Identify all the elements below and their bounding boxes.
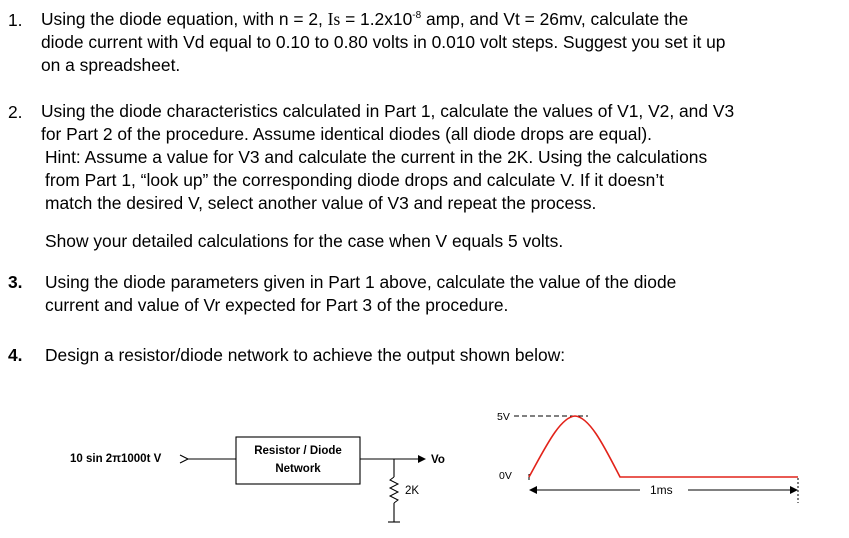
q2-number: 2.	[8, 102, 23, 122]
input-label: 10 sin 2π1000t V	[70, 453, 162, 465]
q2-hint1: Hint: Assume a value for V3 and calculate the current in the 2K. Using the calculations	[45, 147, 708, 167]
q1-number: 1.	[8, 10, 23, 30]
period-arrow-left-icon	[529, 486, 537, 494]
q2-line1: Using the diode characteristics calculated in Part 1, calculate the values of V1, V2, and V3	[41, 101, 735, 121]
q2-hint3: match the desired V, select another value of V3 and repeat the process.	[45, 193, 597, 213]
output-waveform	[529, 416, 798, 477]
output-arrow-icon	[418, 455, 426, 463]
box-label-line2: Network	[275, 463, 321, 475]
resistor-label: 2K	[405, 485, 420, 497]
q2-hint2: from Part 1, “look up” the corresponding diode drops and calculate V. If it doesn’t	[45, 170, 665, 190]
q3-line2: current and value of Vr expected for Part 3 of the procedure.	[45, 295, 509, 315]
q3-number: 3.	[8, 272, 23, 292]
period-label: 1ms	[650, 483, 673, 497]
q2-line2: for Part 2 of the procedure. Assume identical diodes (all diode drops are equal).	[41, 124, 652, 144]
q4-number: 4.	[8, 345, 23, 365]
period-arrow-right-icon	[790, 486, 798, 494]
resistor-zigzag	[390, 477, 398, 503]
q3-line1: Using the diode parameters given in Part 1 above, calculate the value of the diode	[45, 272, 677, 292]
q1-line1: Using the diode equation, with n = 2, $Is = 1.2x10^{-8}$ amp, and Vt = 26mv, calculate the	[41, 9, 689, 29]
q2-show: Show your detailed calculations for the case when V equals 5 volts.	[45, 231, 564, 251]
q4-line1: Design a resistor/diode network to achieve the output shown below:	[45, 345, 566, 365]
v5-label: 5V	[497, 411, 510, 423]
q1-line2: diode current with Vd equal to 0.10 to 0.80 volts in 0.010 volt steps. Suggest you set it up	[41, 32, 726, 52]
q1-line3: on a spreadsheet.	[41, 55, 181, 75]
input-arrow-icon	[180, 455, 188, 463]
box-label-line1: Resistor / Diode	[254, 445, 342, 457]
output-label: Vo	[431, 454, 445, 466]
v0-label: 0V	[499, 470, 512, 482]
